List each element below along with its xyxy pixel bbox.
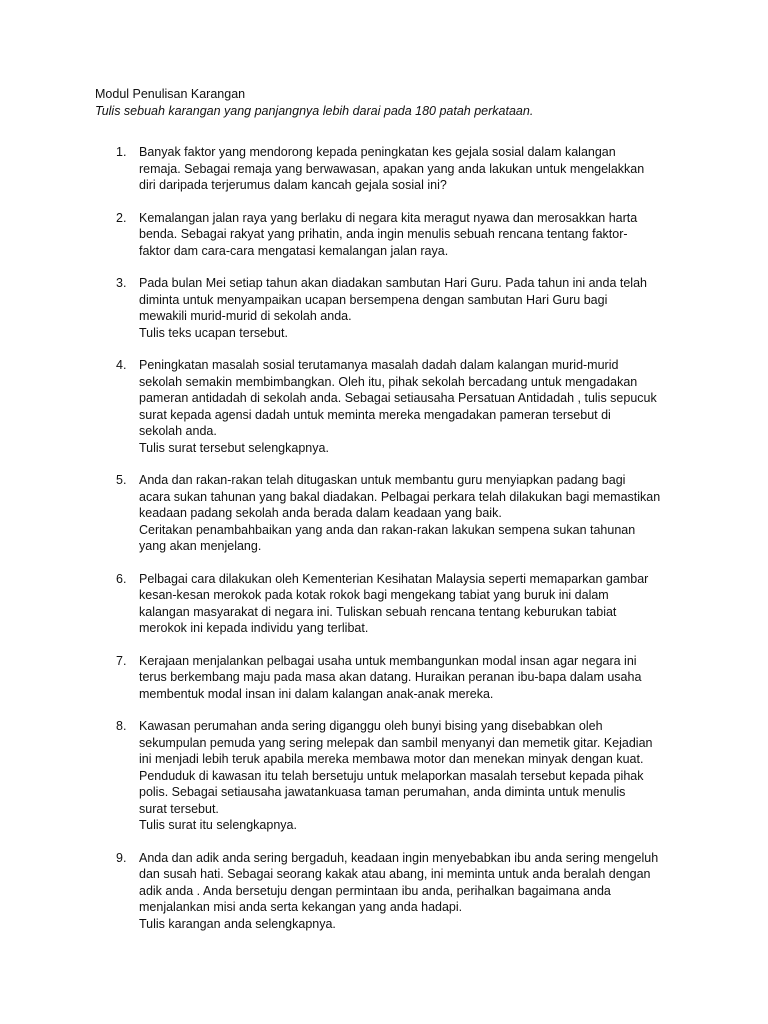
question-text-line: mewakili murid-murid di sekolah anda. bbox=[139, 309, 352, 323]
question-text-line: terus berkembang maju pada masa akan datang. Huraikan peranan ibu-bapa dalam usaha bbox=[139, 670, 642, 684]
question-text-line: Tulis teks ucapan tersebut. bbox=[139, 325, 288, 340]
document-page bbox=[95, 86, 695, 948]
question-text-line: Tulis surat tersebut selengkapnya. bbox=[139, 440, 329, 455]
question-text-line: Peningkatan masalah sosial terutamanya masalah dadah dalam kalangan murid-murid bbox=[139, 358, 619, 372]
question-text-line: Tulis karangan anda selengkapnya. bbox=[139, 916, 336, 931]
question-text-line: diri daripada terjerumus dalam kancah gejala sosial ini? bbox=[139, 178, 447, 192]
question-text-line: Banyak faktor yang mendorong kepada peningkatan kes gejala sosial dalam kalangan bbox=[139, 145, 616, 159]
question-number: 1. bbox=[116, 145, 127, 159]
question-text-line: diminta untuk menyampaikan ucapan bersempena dengan sambutan Hari Guru bagi bbox=[139, 292, 608, 307]
question-text-line: faktor dam cara-cara mengatasi kemalangan jalan raya. bbox=[139, 243, 449, 258]
question-text-line: kesan-kesan merokok pada kotak rokok bagi mengekang tabiat yang buruk ini dalam bbox=[139, 588, 609, 602]
question-text-line: Kemalangan jalan raya yang berlaku di negara kita meragut nyawa dan merosakkan harta bbox=[139, 210, 638, 225]
question-number: 6. bbox=[116, 571, 127, 586]
question-text-line: surat tersebut. bbox=[139, 801, 219, 816]
question-text-line: Anda dan rakan-rakan telah ditugaskan untuk membantu guru menyiapkan padang bagi bbox=[139, 473, 626, 487]
question-item-1 bbox=[95, 144, 695, 194]
question-text-line: Ceritakan penambahbaikan yang anda dan rakan-rakan lakukan sempena sukan tahunan bbox=[139, 522, 636, 537]
question-number: 8. bbox=[116, 719, 127, 733]
question-text-line: sekumpulan pemuda yang sering melepak dan sambil menyanyi dan memetik gitar. Kejadian bbox=[139, 735, 653, 750]
question-text-line: Kerajaan menjalankan pelbagai usaha untuk membangunkan modal insan agar negara ini bbox=[139, 653, 637, 668]
question-item-3 bbox=[95, 275, 695, 341]
question-text-line: ini menjadi lebih teruk apabila mereka membawa motor dan menekan minyak dengan kuat. bbox=[139, 752, 644, 766]
document-title: Modul Penulisan Karangan bbox=[95, 87, 246, 101]
question-number: 2. bbox=[116, 210, 127, 225]
question-item-2 bbox=[95, 210, 695, 260]
question-number: 3. bbox=[116, 276, 127, 290]
question-text-line: surat kepada agensi dadah untuk meminta mereka mengadakan pameran tersebut di bbox=[139, 407, 611, 422]
question-item-4 bbox=[95, 357, 695, 456]
question-item-7 bbox=[95, 653, 695, 703]
question-text-line: merokok ini kepada individu yang terlibat. bbox=[139, 621, 369, 635]
question-number: 5. bbox=[116, 473, 127, 487]
question-text-line: polis. Sebagai setiausaha jawatankuasa taman perumahan, anda diminta untuk menulis bbox=[139, 785, 626, 799]
question-text-line: acara sukan tahunan yang bakal diadakan. Pelbagai perkara telah dilakukan bagi memastikan bbox=[139, 489, 661, 504]
question-text-line: kalangan masyarakat di negara ini. Tuliskan sebuah rencana tentang keburukan tabiat bbox=[139, 604, 617, 619]
question-text-line: benda. Sebagai rakyat yang prihatin, anda ingin menulis sebuah rencana tentang faktor- bbox=[139, 227, 628, 241]
question-number: 4. bbox=[116, 358, 127, 372]
document-instruction: Tulis sebuah karangan yang panjangnya lebih darai pada 180 patah perkataan. bbox=[95, 104, 534, 118]
question-text-line: menjalankan misi anda serta kekangan yang anda hadapi. bbox=[139, 900, 463, 914]
question-text-line: dan susah hati. Sebagai seorang kakak atau abang, ini meminta untuk anda beralah dengan bbox=[139, 867, 651, 881]
question-text-line: Penduduk di kawasan itu telah bersetuju untuk melaporkan masalah tersebut kepada pihak bbox=[139, 768, 644, 783]
question-number: 7. bbox=[116, 653, 127, 668]
question-text-line: Pelbagai cara dilakukan oleh Kementerian Kesihatan Malaysia seperti memaparkan gambar bbox=[139, 571, 649, 586]
question-item-6 bbox=[95, 571, 695, 637]
question-text-line: remaja. Sebagai remaja yang berwawasan, apakan yang anda lakukan untuk mengelakkan bbox=[139, 161, 645, 176]
question-text-line: membentuk modal insan ini dalam kalangan anak-anak mereka. bbox=[139, 686, 494, 701]
question-text-line: sekolah anda. bbox=[139, 424, 217, 438]
question-text-line: Anda dan adik anda sering bergaduh, keadaan ingin menyebabkan ibu anda sering mengeluh bbox=[139, 850, 659, 865]
question-text-line: Kawasan perumahan anda sering diganggu oleh bunyi bising yang disebabkan oleh bbox=[139, 719, 603, 733]
question-text-line: adik anda . Anda bersetuju dengan permintaan ibu anda, perihalkan bagaimana anda bbox=[139, 883, 611, 898]
question-text-line: sekolah semakin membimbangkan. Oleh itu, pihak sekolah bercadang untuk mengadakan bbox=[139, 374, 638, 389]
question-number: 9. bbox=[116, 850, 127, 865]
question-text-line: Pada bulan Mei setiap tahun akan diadakan sambutan Hari Guru. Pada tahun ini anda telah bbox=[139, 276, 647, 290]
question-item-5 bbox=[95, 472, 695, 555]
question-text-line: pameran antidadah di sekolah anda. Sebagai setiausaha Persatuan Antidadah , tulis sepucuk bbox=[139, 391, 657, 405]
question-item-8 bbox=[95, 718, 695, 834]
question-text-line: yang akan menjelang. bbox=[139, 539, 262, 553]
question-text-line: Tulis surat itu selengkapnya. bbox=[139, 818, 297, 832]
question-item-9 bbox=[95, 850, 695, 933]
question-text-line: keadaan padang sekolah anda berada dalam keadaan yang baik. bbox=[139, 506, 502, 520]
question-list bbox=[95, 144, 695, 932]
